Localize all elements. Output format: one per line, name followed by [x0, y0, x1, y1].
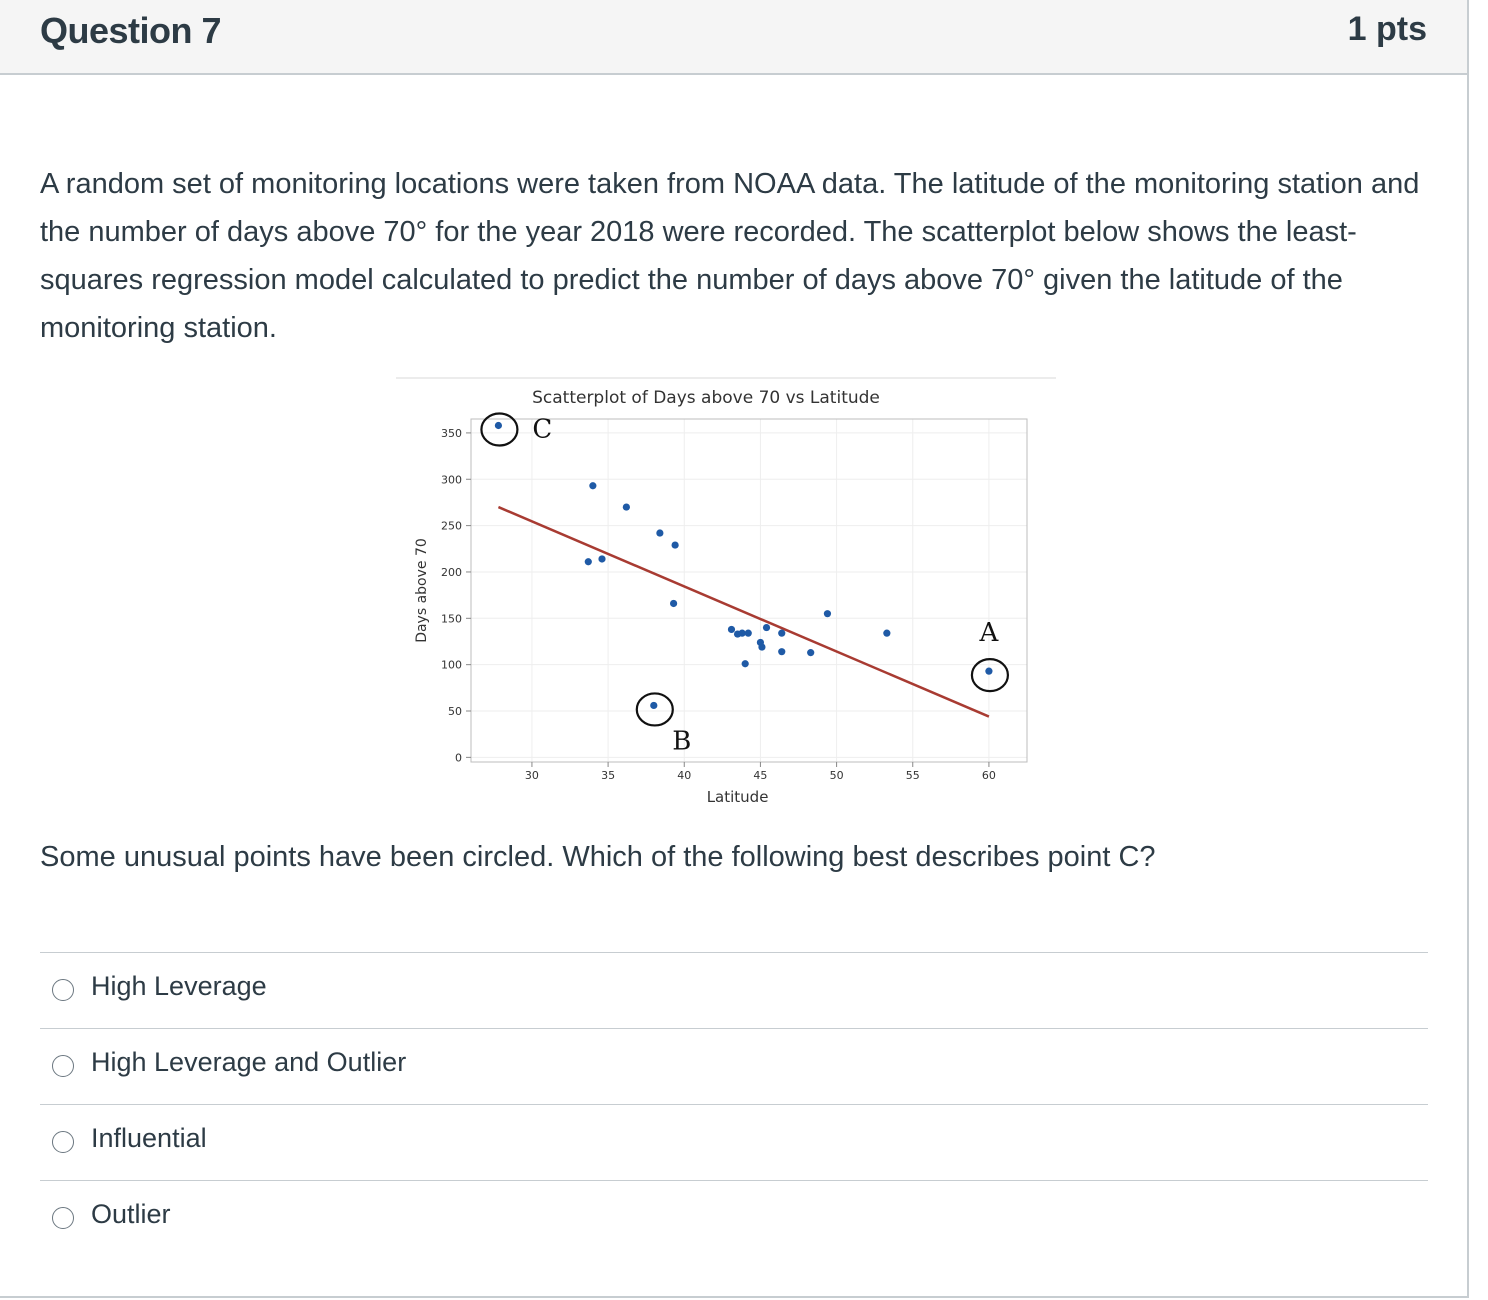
question-header	[0, 0, 1467, 75]
y-tick-label: 250	[441, 519, 462, 533]
data-point	[763, 624, 770, 631]
answer-list	[40, 952, 1428, 1256]
x-tick-label: 35	[601, 769, 616, 782]
question-prompt: A random set of monitoring locations were taken from NOAA data. The latitude of the monitoring station and the number of days above 70° for the year 2018 were recorded. The scatterplot below shows the least-squares regression model calculated to predict the number of days above 70° given the latitude of the monitoring station.	[40, 168, 1420, 344]
y-tick-label: 300	[441, 473, 462, 487]
radio-button[interactable]	[52, 1055, 74, 1077]
chart-gridlines	[471, 419, 1027, 762]
handwritten-annotations	[481, 413, 1007, 756]
radio-button[interactable]	[52, 979, 74, 1001]
y-tick-label: 150	[441, 612, 462, 626]
x-tick-label: 40	[677, 769, 692, 782]
x-tick-label: 50	[829, 769, 844, 782]
data-point	[672, 541, 679, 548]
annotation-label: A	[979, 618, 999, 649]
radio-button[interactable]	[52, 1207, 74, 1229]
data-point	[883, 630, 890, 637]
data-point	[656, 529, 663, 536]
y-axis-ticks	[441, 427, 471, 764]
chart-title: Scatterplot of Days above 70 vs Latitude	[532, 388, 880, 408]
question-subprompt: Some unusual points have been circled. Which of the following best describes point C?	[40, 841, 1156, 873]
data-point	[985, 668, 992, 675]
x-tick-label: 55	[905, 769, 920, 782]
x-axis-ticks	[525, 762, 996, 782]
question-points: 1 pts	[1347, 10, 1427, 48]
data-point	[807, 649, 814, 656]
annotation-circle	[972, 659, 1008, 691]
data-point	[728, 626, 735, 633]
x-axis-label: Latitude	[706, 788, 769, 806]
data-point	[589, 482, 596, 489]
data-point	[598, 555, 605, 562]
data-point	[650, 702, 657, 709]
data-point	[670, 600, 677, 607]
x-tick-label: 45	[753, 769, 768, 782]
question-title: Question 7	[40, 10, 222, 51]
data-point	[742, 660, 749, 667]
scatterplot-chart	[396, 377, 1056, 812]
scatterplot-figure	[396, 377, 1056, 812]
annotation-circle	[481, 413, 517, 445]
answer-label: Outlier	[91, 1199, 171, 1229]
data-point	[745, 630, 752, 637]
answer-label: High Leverage and Outlier	[91, 1047, 407, 1077]
data-point	[778, 648, 785, 655]
answer-option-influential[interactable]	[40, 1104, 1428, 1180]
annotation-circle	[637, 693, 673, 725]
data-point	[585, 558, 592, 565]
annotation-label: B	[672, 726, 692, 757]
x-tick-label: 60	[981, 769, 996, 782]
regression-line	[498, 507, 988, 717]
y-tick-label: 0	[455, 751, 462, 765]
y-axis-label: Days above 70	[414, 538, 430, 643]
data-point	[758, 643, 765, 650]
y-tick-label: 350	[441, 426, 462, 440]
answer-option-outlier[interactable]	[40, 1180, 1428, 1256]
x-tick-label: 30	[524, 769, 539, 782]
y-tick-label: 100	[441, 658, 462, 672]
data-point	[623, 503, 630, 510]
answer-option-high-leverage-and-outlier[interactable]	[40, 1028, 1428, 1104]
y-tick-label: 200	[441, 565, 462, 579]
data-point	[824, 610, 831, 617]
data-points	[495, 422, 993, 709]
answer-label: High Leverage	[91, 971, 267, 1001]
answer-label: Influential	[91, 1123, 207, 1153]
data-point	[495, 422, 502, 429]
y-tick-label: 50	[448, 705, 462, 719]
radio-button[interactable]	[52, 1131, 74, 1153]
annotation-label: C	[532, 414, 553, 445]
answer-option-high-leverage[interactable]	[40, 952, 1428, 1028]
data-point	[778, 630, 785, 637]
